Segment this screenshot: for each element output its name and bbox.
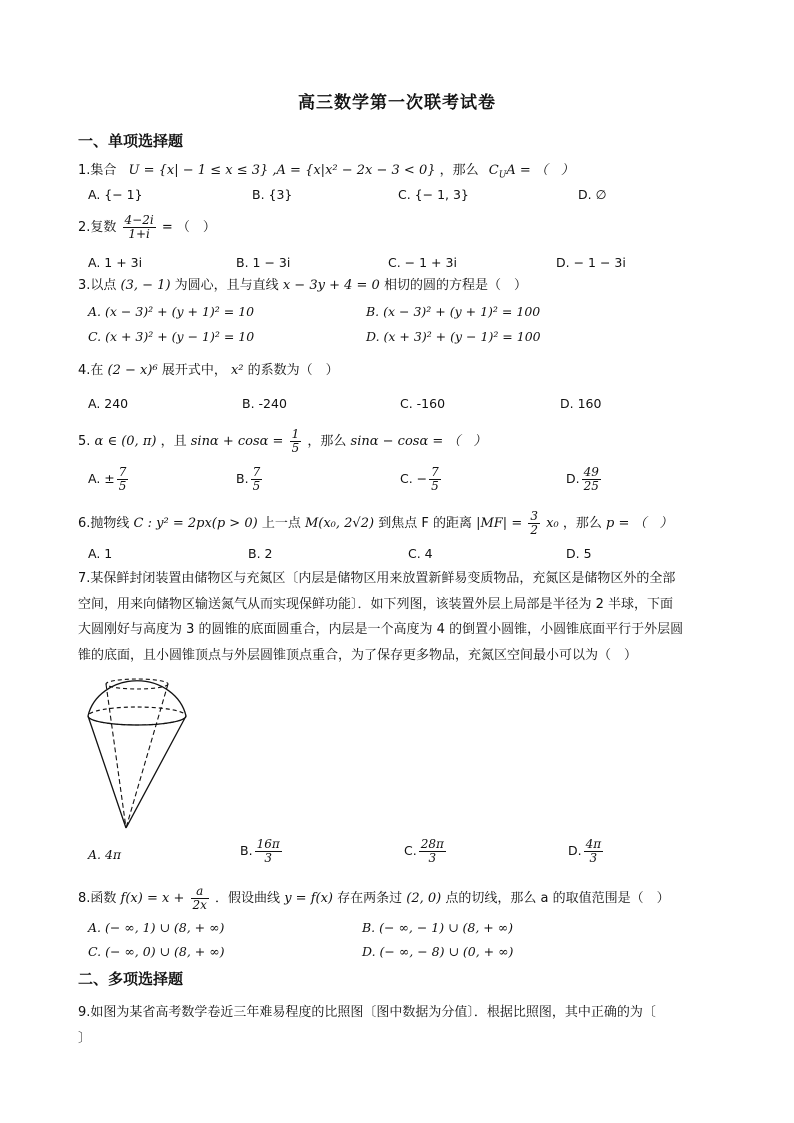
question-6-stem <box>78 510 672 537</box>
question-5-option-a: A. ± $\frac{7}{5}$ <box>88 465 127 493</box>
question-8-stem <box>78 885 670 912</box>
question-4-text: 展开式中， <box>161 363 227 378</box>
question-5-ask: sinα − cosα = （ ） <box>350 434 487 449</box>
question-6-option-d: D. 5 <box>566 546 592 561</box>
question-6-option-a: A. 1 <box>88 546 113 561</box>
question-8-option-c: C. (− ∞, 0) ∪ (8, + ∞) <box>88 944 225 959</box>
question-6-option-c: C. 4 <box>408 546 433 561</box>
hemisphere-cone-figure <box>78 668 198 836</box>
question-7-option-b: B. $\frac{16\pi}{3}$ <box>240 837 280 865</box>
question-1-connector: ，那么 <box>439 163 479 178</box>
question-3-ask: 相切的圆的方程是（ ） <box>383 278 527 293</box>
question-1-option-d: D. ∅ <box>578 187 607 202</box>
question-3-option-b: B. (x − 3)² + (y + 1)² = 100 <box>366 304 541 319</box>
question-7-option-c: C. $\frac{28\pi}{3}$ <box>404 837 444 865</box>
question-5-text: ，且 <box>160 434 187 449</box>
question-1-option-c: C. {− 1, 3} <box>398 187 469 202</box>
question-6-text: 上一点 <box>261 516 301 531</box>
page-title: 高三数学第一次联考试卷 <box>298 93 496 113</box>
question-4-option-c: C. -160 <box>400 396 446 411</box>
question-5-equation: sinα + cosα = <box>190 434 284 449</box>
question-6-prefix: 6.抛物线 <box>78 516 130 531</box>
question-1-set-a: ,A = {x|x² − 2x − 3 < 0} <box>272 163 436 178</box>
question-9-line-2: 〕 <box>78 1030 92 1046</box>
question-6-point: M(x₀, 2√2) <box>304 516 375 531</box>
question-4-prefix: 4.在 <box>78 363 104 378</box>
question-4-term: x² <box>230 363 244 378</box>
question-7-option-a: A. 4π <box>88 847 122 862</box>
question-8-fraction: $\frac{a}{2x}$ <box>192 884 207 912</box>
section-heading-single-choice: 一、单项选择题 <box>78 132 184 150</box>
question-7-option-d: D. $\frac{4\pi}{3}$ <box>568 837 602 865</box>
question-3-option-a: A. (x − 3)² + (y + 1)² = 10 <box>88 304 255 319</box>
question-8-function: f(x) = x + <box>120 891 185 906</box>
question-1-set-u: U = {x| − 1 ≤ x ≤ 3} <box>128 163 269 178</box>
question-8-option-d: D. (− ∞, − 8) ∪ (0, + ∞) <box>362 944 514 959</box>
question-8-curve: y = f(x) <box>284 891 333 906</box>
question-7-line-2: 空间，用来向储物区输送氮气从而实现保鲜功能〕．如下列图，该装置外层上局部是半径为 2 半球，下面 <box>78 596 674 612</box>
question-3-text: 为圆心，且与直线 <box>174 278 279 293</box>
question-9-line-1: 9.如图为某省高考数学卷近三年难易程度的比照图〔图中数据为分值〕．根据比照图，其中正确的为〔 <box>78 1005 656 1020</box>
question-6-curve: C : y² = 2px(p > 0) <box>133 516 258 531</box>
question-1-option-a: A. {− 1} <box>88 187 143 202</box>
question-8-ask: 点的切线，那么 a 的取值范围是（ ） <box>445 891 670 906</box>
question-8-text: ．假设曲线 <box>215 891 281 906</box>
question-3-stem <box>78 277 527 295</box>
question-3-option-c: C. (x + 3)² + (y − 1)² = 10 <box>88 329 255 344</box>
question-8-prefix: 8.函数 <box>78 891 117 906</box>
question-2-fraction: $\frac{4-2i}{1+i}$ <box>124 213 154 241</box>
question-2-stem <box>78 214 216 241</box>
question-6-x0: x₀ <box>546 516 559 531</box>
question-2-prefix: 2.复数 <box>78 220 117 235</box>
question-1-stem <box>78 162 574 185</box>
question-2-option-d: D. − 1 − 3i <box>556 255 626 270</box>
question-4-option-d: D. 160 <box>560 396 602 411</box>
question-1-prefix: 1.集合 <box>78 163 117 178</box>
question-6-fraction: $\frac{3}{2}$ <box>530 509 538 537</box>
question-9-stem <box>78 1000 728 1051</box>
question-5-connector: ，那么 <box>307 434 347 449</box>
question-3-line: x − 3y + 4 = 0 <box>282 278 380 293</box>
question-7-line-3: 大圆刚好与高度为 3 的圆锥的底面圆重合，内层是一个高度为 4 的倒置小圆锥，小圆锥底面平行于外层圆 <box>78 622 684 637</box>
question-5-stem <box>78 428 486 455</box>
question-6-ask: p = （ ） <box>605 516 673 531</box>
question-5-option-b: B. $\frac{7}{5}$ <box>236 465 261 493</box>
question-3-center: (3, − 1) <box>120 278 171 293</box>
question-4-ask: 的系数为（ ） <box>247 363 339 378</box>
question-5-option-d: D. $\frac{49}{25}$ <box>566 465 599 493</box>
question-2-option-b: B. 1 − 3i <box>236 255 291 270</box>
question-7-stem <box>78 566 720 668</box>
question-8-text-2: 存在两条过 <box>337 891 403 906</box>
question-3-prefix: 3.以点 <box>78 278 117 293</box>
question-8-option-a: A. (− ∞, 1) ∪ (8, + ∞) <box>88 920 225 935</box>
question-8-point: (2, 0) <box>406 891 442 906</box>
question-8-option-b: B. (− ∞, − 1) ∪ (8, + ∞) <box>362 920 514 935</box>
question-4-option-b: B. -240 <box>242 396 287 411</box>
question-4-stem <box>78 362 339 380</box>
question-1-option-b: B. {3} <box>252 187 293 202</box>
question-6-connector: ，那么 <box>562 516 602 531</box>
question-4-option-a: A. 240 <box>88 396 129 411</box>
question-2-option-c: C. − 1 + 3i <box>388 255 457 270</box>
question-5-fraction: $\frac{1}{5}$ <box>291 427 300 455</box>
section-heading-multiple-choice: 二、多项选择题 <box>78 970 184 988</box>
question-6-distance: |MF| = <box>476 516 523 531</box>
question-6-option-b: B. 2 <box>248 546 273 561</box>
question-1-complement: $C_UA$ = （ ） <box>488 163 574 181</box>
question-2-option-a: A. 1 + 3i <box>88 255 143 270</box>
question-2-tail: = （ ） <box>161 220 216 235</box>
question-6-distance-text: 到焦点 F 的距离 <box>378 516 472 531</box>
question-7-line-1: 7.某保鲜封闭装置由储物区与充氮区〔内层是储物区用来放置新鲜易变质物品，充氮区是储物区外的全部 <box>78 571 676 586</box>
question-5-prefix: 5. <box>78 434 91 449</box>
question-4-expression: (2 − x)⁶ <box>107 363 158 378</box>
question-7-line-4: 锥的底面，且小圆锥顶点与外层圆锥顶点重合，为了保存更多物品，充氮区空间最小可以为（ ） <box>78 647 638 663</box>
question-3-option-d: D. (x + 3)² + (y − 1)² = 100 <box>366 329 541 344</box>
question-5-option-c: C. − $\frac{7}{5}$ <box>400 465 439 493</box>
question-5-condition: α ∈ (0, π) <box>94 434 157 449</box>
